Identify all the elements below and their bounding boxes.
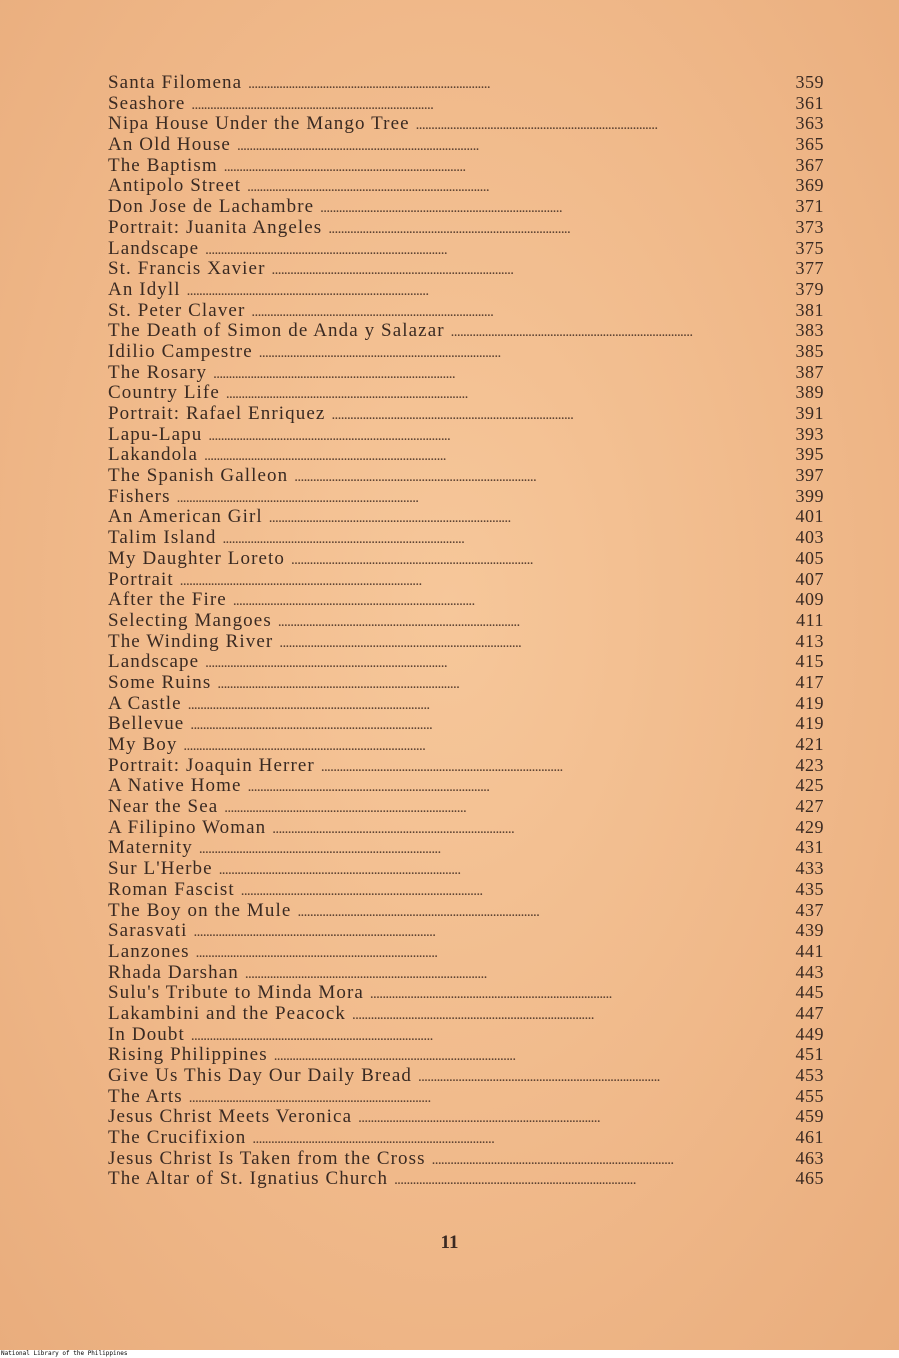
entry-page-number: 381 (795, 299, 824, 320)
toc-entry (108, 713, 824, 734)
entry-title: Santa Filomena (108, 72, 243, 93)
entry-page-number: 401 (795, 506, 824, 527)
entry-title: Don Jose de Lachambre (108, 196, 315, 218)
toc-entry (108, 279, 824, 300)
toc-entry (108, 1127, 824, 1148)
dot-leader (226, 384, 778, 405)
dot-leader (188, 695, 778, 716)
dot-leader (194, 922, 778, 943)
list-of-illustrations (108, 72, 824, 1189)
entry-title: Lapu-Lapu (108, 423, 203, 445)
entry-title: Portrait: Joaquin Herrer (108, 754, 315, 776)
dot-leader (294, 467, 778, 488)
entry-title: Maternity (108, 837, 193, 859)
entry-page-number: 445 (795, 982, 824, 1003)
dot-leader (248, 777, 778, 798)
toc-entry (108, 879, 824, 900)
entry-page-number: 413 (795, 630, 824, 651)
dot-leader (352, 1005, 778, 1026)
toc-entry (108, 382, 824, 403)
toc-entry (108, 962, 824, 983)
entry-page-number: 461 (795, 1127, 824, 1148)
entry-page-number: 399 (795, 485, 824, 506)
dot-leader (279, 633, 778, 654)
credit-strip (0, 1350, 899, 1358)
dot-leader (213, 364, 778, 385)
entry-title: Landscape (108, 651, 200, 673)
dot-leader (177, 488, 778, 509)
entry-title: Landscape (108, 237, 200, 259)
entry-title: After the Fire (108, 589, 227, 611)
entry-title: The Crucifixion (108, 1127, 247, 1149)
toc-entry (108, 1003, 824, 1024)
dot-leader (189, 1088, 778, 1109)
entry-title: Country Life (108, 382, 220, 404)
entry-page-number: 383 (795, 320, 824, 341)
entry-title: Some Ruins (108, 671, 212, 693)
toc-entry (108, 589, 824, 610)
dot-leader (205, 240, 778, 261)
entry-page-number: 443 (795, 961, 824, 982)
entry-page-number: 405 (795, 547, 824, 568)
entry-title: The Rosary (108, 361, 208, 383)
toc-entry (108, 610, 824, 631)
dot-leader (247, 177, 778, 198)
entry-title: St. Francis Xavier (108, 258, 266, 280)
dot-leader (272, 260, 778, 281)
dot-leader (190, 715, 778, 736)
toc-entry (108, 693, 824, 714)
entry-title: My Boy (108, 734, 178, 755)
toc-entry (108, 238, 824, 259)
entry-page-number: 389 (795, 382, 824, 403)
entry-page-number: 419 (795, 713, 824, 734)
entry-title: My Daughter Loreto (108, 547, 286, 569)
entry-page-number: 371 (795, 196, 824, 217)
dot-leader (272, 819, 778, 840)
toc-entry (108, 196, 824, 217)
entry-page-number: 441 (795, 940, 824, 961)
toc-entry (108, 341, 824, 362)
toc-entry (108, 175, 824, 196)
dot-leader (217, 674, 778, 695)
dot-leader (274, 1046, 778, 1067)
entry-title: The Arts (108, 1085, 183, 1107)
entry-page-number: 455 (795, 1085, 824, 1106)
entry-title: The Winding River (108, 630, 274, 652)
toc-entry (108, 1148, 824, 1169)
entry-page-number: 465 (795, 1168, 824, 1189)
entry-page-number: 411 (796, 609, 824, 630)
entry-title: The Boy on the Mule (108, 899, 292, 921)
toc-entry (108, 796, 824, 817)
entry-page-number: 409 (795, 589, 824, 610)
entry-page-number: 365 (795, 134, 824, 155)
entry-title: Sur L'Herbe (108, 858, 213, 880)
entry-title: An Old House (108, 134, 231, 156)
entry-page-number: 391 (795, 403, 824, 423)
toc-entry (108, 486, 824, 507)
toc-entry (108, 837, 824, 858)
toc-entry (108, 858, 824, 879)
dot-leader (204, 446, 778, 467)
entry-page-number: 451 (795, 1044, 824, 1065)
dot-leader (370, 984, 778, 1005)
entry-page-number: 439 (795, 920, 824, 941)
toc-entry (108, 941, 824, 962)
entry-page-number: 433 (795, 858, 824, 879)
toc-entry (108, 113, 824, 134)
toc-entry (108, 320, 824, 341)
entry-title: The Altar of St. Ignatius Church (108, 1168, 389, 1190)
toc-entry (108, 817, 824, 838)
toc-entry (108, 1106, 824, 1127)
entry-page-number: 453 (795, 1065, 824, 1085)
toc-entry (108, 1086, 824, 1107)
entry-page-number: 463 (795, 1147, 824, 1168)
entry-page-number: 377 (795, 258, 824, 279)
dot-leader (208, 426, 778, 447)
toc-entry (108, 982, 824, 1003)
entry-page-number: 363 (795, 113, 824, 134)
dot-leader (394, 1170, 778, 1191)
toc-entry (108, 755, 824, 776)
dot-leader (321, 757, 778, 778)
entry-page-number: 459 (795, 1106, 824, 1127)
entry-title: Sarasvati (108, 920, 188, 942)
toc-entry (108, 258, 824, 279)
entry-page-number: 375 (795, 237, 824, 258)
toc-entry (108, 444, 824, 465)
entry-title: Portrait: Rafael Enriquez (108, 403, 326, 424)
entry-title: Fishers (108, 485, 171, 507)
entry-page-number: 369 (795, 175, 824, 196)
dot-leader (451, 322, 778, 343)
entry-page-number: 403 (795, 527, 824, 548)
toc-entry (108, 155, 824, 176)
dot-leader (205, 653, 778, 674)
toc-entry (108, 72, 824, 93)
entry-page-number: 419 (795, 692, 824, 713)
entry-page-number: 361 (795, 92, 824, 113)
entry-page-number: 435 (795, 878, 824, 899)
toc-entry (108, 920, 824, 941)
entry-page-number: 425 (795, 775, 824, 796)
entry-title: Lanzones (108, 940, 190, 962)
toc-entry (108, 527, 824, 548)
entry-title: Idilio Campestre (108, 340, 253, 362)
toc-entry (108, 1044, 824, 1065)
dot-leader (248, 74, 778, 95)
entry-page-number: 359 (795, 72, 824, 92)
toc-entry (108, 93, 824, 114)
entry-title: The Death of Simon de Anda y Salazar (108, 320, 445, 342)
entry-title: Rhada Darshan (108, 961, 239, 983)
entry-title: Nipa House Under the Mango Tree (108, 113, 410, 135)
entry-title: An Idyll (108, 278, 181, 300)
dot-leader (222, 529, 778, 550)
toc-entry (108, 424, 824, 445)
entry-title: Sulu's Tribute to Minda Mora (108, 982, 364, 1004)
page-number: 11 (440, 1232, 459, 1253)
entry-page-number: 385 (795, 340, 824, 361)
entry-page-number: 395 (795, 444, 824, 465)
dot-leader (328, 219, 778, 240)
dot-leader (269, 508, 778, 529)
entry-page-number: 427 (795, 796, 824, 817)
entry-page-number: 373 (795, 216, 824, 237)
toc-entry (108, 900, 824, 921)
dot-leader (219, 860, 778, 881)
entry-page-number: 447 (795, 1002, 824, 1023)
dot-leader (183, 736, 778, 757)
entry-title: Jesus Christ Is Taken from the Cross (108, 1147, 426, 1169)
dot-leader (418, 1067, 778, 1088)
entry-title: Seashore (108, 92, 186, 114)
entry-page-number: 423 (795, 754, 824, 775)
entry-title: Rising Philippines (108, 1044, 268, 1066)
toc-entry (108, 651, 824, 672)
dot-leader (199, 839, 778, 860)
dot-leader (259, 343, 778, 364)
toc-entry (108, 134, 824, 155)
toc-entry (108, 465, 824, 486)
dot-leader (252, 1129, 778, 1150)
entry-page-number: 415 (795, 651, 824, 672)
toc-entry (108, 734, 824, 755)
entry-title: A Filipino Woman (108, 816, 267, 838)
library-credit: National Library of the Philippines (1, 1350, 128, 1357)
dot-leader (191, 95, 778, 116)
entry-title: Selecting Mangoes (108, 609, 272, 631)
toc-entry (108, 362, 824, 383)
dot-leader (278, 612, 778, 633)
entry-page-number: 379 (795, 278, 824, 299)
entry-title: Near the Sea (108, 796, 219, 818)
toc-entry (108, 1024, 824, 1045)
dot-leader (291, 550, 778, 571)
dot-leader (297, 902, 778, 923)
dot-leader (233, 591, 778, 612)
dot-leader (196, 943, 778, 964)
entry-title: Give Us This Day Our Daily Bread (108, 1065, 412, 1086)
entry-page-number: 429 (795, 816, 824, 837)
entry-title: Portrait: Juanita Angeles (108, 216, 323, 238)
toc-entry (108, 403, 824, 424)
dot-leader (320, 198, 778, 219)
toc-entry (108, 300, 824, 321)
dot-leader (245, 964, 778, 985)
entry-title: Lakambini and the Peacock (108, 1002, 347, 1024)
dot-leader (187, 281, 778, 302)
entry-title: Portrait (108, 568, 174, 590)
toc-entry (108, 1065, 824, 1086)
entry-page-number: 367 (795, 154, 824, 175)
dot-leader (224, 798, 778, 819)
toc-entry (108, 217, 824, 238)
entry-title: The Spanish Galleon (108, 465, 289, 487)
entry-title: Bellevue (108, 713, 185, 735)
toc-entry (108, 775, 824, 796)
entry-page-number: 437 (795, 899, 824, 920)
entry-title: Lakandola (108, 444, 199, 466)
entry-page-number: 417 (795, 671, 824, 692)
entry-page-number: 393 (795, 423, 824, 444)
entry-title: A Native Home (108, 775, 242, 797)
dot-leader (224, 157, 778, 178)
entry-page-number: 387 (795, 361, 824, 382)
toc-entry (108, 569, 824, 590)
entry-title: The Baptism (108, 154, 218, 176)
toc-entry (108, 672, 824, 693)
toc-entry (108, 506, 824, 527)
dot-leader (358, 1108, 778, 1129)
toc-entry (108, 1168, 824, 1189)
entry-title: Jesus Christ Meets Veronica (108, 1106, 353, 1128)
entry-title: In Doubt (108, 1023, 185, 1045)
dot-leader (416, 115, 778, 136)
toc-entry (108, 631, 824, 652)
entry-page-number: 449 (795, 1023, 824, 1044)
dot-leader (251, 302, 778, 323)
entry-title: Talim Island (108, 527, 217, 549)
toc-entry (108, 548, 824, 569)
dot-leader (241, 881, 778, 902)
dot-leader (331, 405, 778, 426)
entry-title: Antipolo Street (108, 175, 242, 197)
dot-leader (237, 136, 778, 157)
dot-leader (180, 571, 778, 592)
entry-page-number: 407 (795, 568, 824, 589)
entry-page-number: 397 (795, 465, 824, 486)
entry-title: St. Peter Claver (108, 299, 246, 321)
entry-page-number: 431 (795, 837, 824, 858)
entry-title: A Castle (108, 692, 182, 714)
entry-page-number: 421 (795, 734, 824, 754)
dot-leader (432, 1150, 778, 1171)
dot-leader (191, 1026, 778, 1047)
entry-title: An American Girl (108, 506, 263, 528)
entry-title: Roman Fascist (108, 878, 235, 900)
